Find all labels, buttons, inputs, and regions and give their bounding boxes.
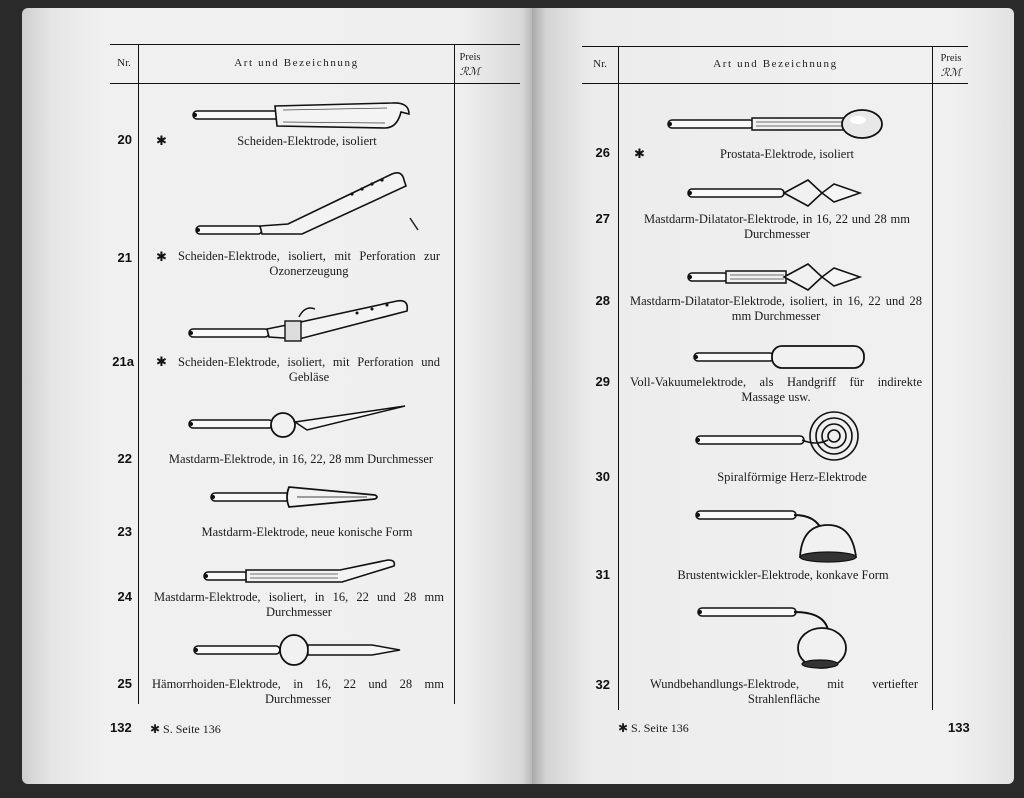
entry-number: 21	[117, 250, 132, 265]
left-page	[22, 8, 532, 784]
dilator-electrode-icon	[684, 176, 869, 210]
vacuum-handle-electrode-icon	[690, 342, 870, 372]
entry-description: Mastdarm-Elektrode, isoliert, in 16, 22 und 28 mm Durchmesser	[154, 590, 444, 619]
currency-label: ℛℳ	[459, 65, 481, 78]
entry-description: Prostata-Elektrode, isoliert	[720, 147, 854, 161]
entry-number: 27	[595, 211, 610, 226]
page-number: 132	[110, 720, 132, 735]
currency-label: ℛℳ	[940, 66, 962, 79]
hemorrhoid-electrode-icon	[192, 632, 407, 668]
entry-number: 30	[595, 469, 610, 484]
entry-number: 26	[595, 145, 610, 160]
header-title: Art und Bezeichnung	[713, 58, 838, 70]
asterisk-icon: ✱	[634, 146, 645, 161]
concave-breast-electrode-icon	[692, 503, 862, 565]
blower-sheath-electrode-icon	[187, 295, 417, 345]
column-divider-preis	[932, 46, 933, 710]
header-preis	[455, 51, 485, 80]
entry-description: Scheiden-Elektrode, isoliert	[237, 134, 377, 148]
table-top-rule	[110, 44, 520, 45]
header-nr: Nr.	[117, 57, 131, 69]
header-title: Art und Bezeichnung	[234, 57, 359, 69]
asterisk-icon: ✱	[156, 133, 167, 148]
entry-description: Scheiden-Elektrode, isoliert, mit Perforation und Gebläse	[178, 355, 440, 384]
footnote: ✱ S. Seite 136	[150, 722, 221, 736]
table-header-rule	[110, 83, 520, 84]
right-page	[532, 8, 1014, 784]
entry-description: Voll-Vakuumelektrode, als Handgriff für indirekte Massage usw.	[630, 375, 922, 404]
wound-treatment-electrode-icon	[694, 598, 864, 670]
sheath-electrode-icon	[187, 98, 417, 134]
asterisk-icon: ✱	[156, 354, 167, 369]
entry-description: Scheiden-Elektrode, isoliert, mit Perforation zur Ozonerzeugung	[178, 249, 440, 278]
table-top-rule	[582, 46, 968, 47]
column-divider-nr	[138, 44, 139, 704]
page-number: 133	[948, 720, 970, 735]
entry-number: 24	[117, 589, 132, 604]
perforated-sheath-electrode-icon	[192, 168, 432, 243]
entry-number: 25	[117, 676, 132, 691]
header-preis	[933, 52, 969, 81]
column-divider-preis	[454, 44, 455, 704]
insulated-rectal-electrode-icon	[200, 556, 400, 586]
rectal-electrode-icon	[187, 400, 417, 440]
insulated-dilator-electrode-icon	[684, 260, 869, 294]
preis-label: Preis	[940, 53, 962, 64]
preis-label: Preis	[459, 52, 481, 63]
entry-description: Mastdarm-Elektrode, in 16, 22, 28 mm Durchmesser	[168, 452, 434, 466]
column-divider-nr	[618, 46, 619, 710]
entry-number: 31	[595, 567, 610, 582]
entry-number: 29	[595, 374, 610, 389]
entry-description: Hämorrhoiden-Elektrode, in 16, 22 und 28 mm Durchmesser	[152, 677, 444, 706]
table-header-rule	[582, 83, 968, 84]
asterisk-icon: ✱	[156, 249, 167, 264]
entry-number: 21a	[112, 354, 134, 369]
prostate-electrode-icon	[664, 106, 889, 146]
entry-description: Wundbehandlungs-Elektrode, mit vertiefter Strahlenfläche	[650, 677, 918, 706]
entry-description: Mastdarm-Elektrode, neue konische Form	[201, 525, 413, 539]
entry-description: Mastdarm-Dilatator-Elektrode, isoliert, in 16, 22 und 28 mm Durchmesser	[630, 294, 922, 323]
conical-rectal-electrode-icon	[207, 481, 387, 513]
footnote: ✱ S. Seite 136	[618, 721, 689, 735]
entry-description: Mastdarm-Dilatator-Elektrode, in 16, 22 und 28 mm Durchmesser	[644, 212, 910, 241]
entry-number: 32	[595, 677, 610, 692]
entry-number: 22	[117, 451, 132, 466]
entry-number: 20	[117, 132, 132, 147]
entry-description: Brustentwickler-Elektrode, konkave Form	[677, 568, 889, 582]
entry-number: 23	[117, 524, 132, 539]
spiral-heart-electrode-icon	[692, 406, 882, 466]
entry-number: 28	[595, 293, 610, 308]
header-nr: Nr.	[593, 58, 607, 70]
entry-description: Spiralförmige Herz-Elektrode	[717, 470, 867, 484]
